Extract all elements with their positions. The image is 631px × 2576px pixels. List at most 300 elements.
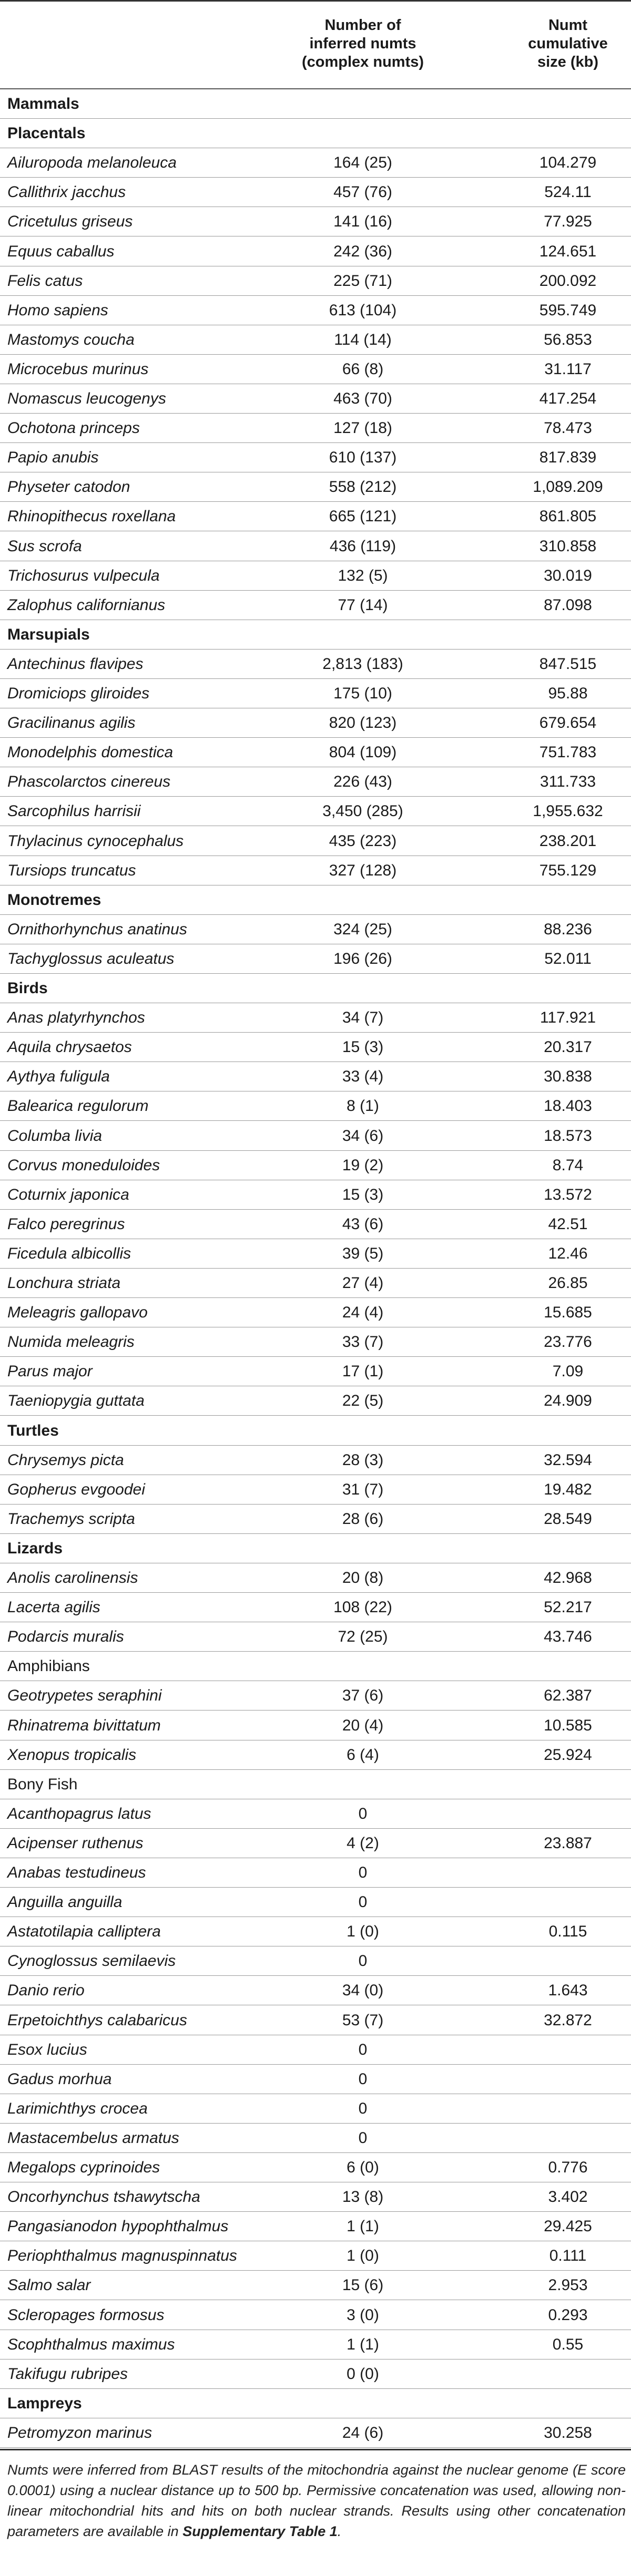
numt-count-cell: 0 — [358, 2070, 368, 2088]
numt-count-cell: 6 (4) — [347, 1746, 379, 1764]
numt-size-cell: 77.925 — [544, 213, 592, 231]
numt-count-cell: 558 (212) — [329, 478, 397, 496]
table-row — [0, 1888, 631, 1917]
table-row — [0, 1033, 631, 1062]
table-row — [0, 443, 631, 472]
numt-size-cell: 30.019 — [544, 566, 592, 584]
species-name: Larimichthys crocea — [7, 2099, 148, 2117]
table-row — [0, 2418, 631, 2448]
numt-size-cell — [515, 89, 620, 119]
numt-count-cell: 33 (4) — [342, 1068, 384, 1086]
numt-count-cell: 0 — [358, 1864, 368, 1882]
numt-count-cell — [294, 1416, 431, 1446]
numt-count-cell: 0 (0) — [347, 2365, 379, 2383]
numt-size-cell: 52.217 — [544, 1599, 592, 1616]
species-name: Monodelphis domestica — [7, 744, 174, 761]
species-name: Taeniopygia guttata — [7, 1392, 145, 1410]
numt-count-cell: 2,813 (183) — [322, 655, 403, 673]
table-row — [0, 2065, 631, 2094]
numt-size-cell: 42.51 — [548, 1215, 588, 1233]
numt-count-cell: 0 — [358, 2129, 368, 2147]
numt-count-cell: 28 (3) — [342, 1451, 384, 1469]
numt-size-cell: 595.749 — [539, 301, 597, 319]
group-label: Monotremes — [7, 891, 101, 909]
table-row — [0, 1298, 631, 1327]
species-name: Cricetulus griseus — [7, 213, 133, 231]
numt-count-cell: 164 (25) — [333, 154, 392, 172]
numt-size-cell: 87.098 — [544, 596, 592, 614]
numt-count-cell: 13 (8) — [342, 2188, 384, 2206]
species-name: Rhinopithecus roxellana — [7, 508, 176, 525]
species-name: Rhinatrema bivittatum — [7, 1716, 161, 1734]
numt-count-cell: 34 (0) — [342, 1982, 384, 2000]
table-row — [0, 414, 631, 443]
numt-size-cell: 30.838 — [544, 1068, 592, 1086]
species-name: Trichosurus vulpecula — [7, 566, 160, 584]
numt-size-cell — [515, 2389, 620, 2418]
table-row — [0, 1740, 631, 1770]
numt-count-cell: 463 (70) — [333, 390, 392, 408]
numt-count-cell: 141 (16) — [333, 213, 392, 231]
species-name: Cynoglossus semilaevis — [7, 1952, 176, 1970]
table-row — [0, 355, 631, 384]
group-label: Mammals — [7, 95, 79, 113]
numt-count-cell — [294, 89, 431, 119]
numt-size-cell: 0.776 — [548, 2159, 588, 2177]
footnote-link[interactable]: Supplementary Table 1 — [182, 2523, 338, 2539]
species-name: Dromiciops gliroides — [7, 685, 150, 703]
footnote-end: . — [337, 2523, 342, 2539]
numt-size-cell — [515, 620, 620, 650]
numt-size-cell — [515, 1799, 620, 1829]
table-row — [0, 1386, 631, 1416]
numt-size-cell: 10.585 — [544, 1716, 592, 1734]
numt-size-cell: 18.403 — [544, 1097, 592, 1115]
numt-count-cell: 1 (1) — [347, 2335, 379, 2353]
group-label: Bony Fish — [7, 1775, 78, 1793]
species-name: Ailuropoda melanoleuca — [7, 154, 177, 172]
numt-count-cell: 132 (5) — [338, 566, 388, 584]
table-row — [0, 1210, 631, 1239]
numt-count-cell: 15 (6) — [342, 2276, 384, 2294]
species-name: Mastomys coucha — [7, 331, 135, 348]
species-name: Phascolarctos cinereus — [7, 773, 171, 791]
numt-count-cell: 33 (7) — [342, 1333, 384, 1351]
numt-size-cell: 0.111 — [549, 2247, 587, 2265]
species-name: Podarcis muralis — [7, 1628, 124, 1646]
species-name: Equus caballus — [7, 242, 115, 260]
species-name: Anabas testudineus — [7, 1864, 146, 1882]
table-row — [0, 1446, 631, 1475]
species-name: Geotrypetes seraphini — [7, 1687, 162, 1705]
header-numt-size: Numt cumulative size (kb) — [528, 17, 608, 70]
table-row — [0, 1269, 631, 1298]
table-row — [0, 1505, 631, 1534]
numt-count-cell: 3,450 (285) — [322, 802, 403, 820]
numt-count-cell: 4 (2) — [347, 1834, 379, 1852]
numt-size-cell: 3.402 — [548, 2188, 588, 2206]
numt-size-cell: 13.572 — [544, 1186, 592, 1203]
table-row — [0, 2330, 631, 2359]
table-row — [0, 2035, 631, 2065]
numt-count-cell: 196 (26) — [333, 950, 392, 967]
numt-count-cell: 20 (8) — [342, 1569, 384, 1587]
species-name: Anguilla anguilla — [7, 1893, 123, 1911]
numt-size-cell — [515, 1888, 620, 1917]
numt-size-cell — [515, 2035, 620, 2065]
table-row — [0, 1091, 631, 1121]
numt-count-cell: 435 (223) — [329, 832, 397, 850]
numt-count-cell: 34 (7) — [342, 1009, 384, 1027]
numt-count-cell: 22 (5) — [342, 1392, 384, 1410]
species-name: Anolis carolinensis — [7, 1569, 138, 1587]
numt-size-cell: 200.092 — [539, 272, 597, 290]
species-name: Falco peregrinus — [7, 1215, 125, 1233]
species-name: Tachyglossus aculeatus — [7, 950, 175, 967]
numt-count-cell: 17 (1) — [342, 1363, 384, 1380]
species-name: Gracilinanus agilis — [7, 714, 136, 732]
numt-count-cell — [294, 1534, 431, 1563]
row-divider — [0, 2447, 631, 2448]
section-row — [0, 1534, 631, 1563]
species-name: Homo sapiens — [7, 301, 108, 319]
species-name: Anas platyrhynchos — [7, 1009, 145, 1027]
table-row — [0, 1475, 631, 1505]
numt-size-cell — [515, 2359, 620, 2389]
numt-size-cell: 28.549 — [544, 1510, 592, 1528]
species-name: Corvus moneduloides — [7, 1156, 160, 1174]
table-row — [0, 2241, 631, 2271]
table-row — [0, 472, 631, 502]
numt-size-cell: 755.129 — [539, 861, 597, 879]
table-row — [0, 1799, 631, 1829]
section-row — [0, 1652, 631, 1681]
numt-size-cell: 30.258 — [544, 2424, 592, 2441]
numt-size-cell: 78.473 — [544, 419, 592, 437]
numt-count-cell: 1 (0) — [347, 2247, 379, 2265]
table-row — [0, 1003, 631, 1033]
numt-size-cell: 26.85 — [548, 1274, 588, 1292]
numt-size-cell: 0.293 — [548, 2306, 588, 2324]
numt-count-cell: 820 (123) — [329, 714, 397, 732]
group-label: Placentals — [7, 125, 86, 142]
species-name: Aquila chrysaetos — [7, 1038, 132, 1056]
species-name: Balearica regulorum — [7, 1097, 149, 1115]
table-row — [0, 2182, 631, 2212]
species-name: Megalops cyprinoides — [7, 2159, 160, 2177]
species-name: Ochotona princeps — [7, 419, 140, 437]
table-row — [0, 650, 631, 679]
numt-count-cell: 324 (25) — [333, 920, 392, 938]
table-row — [0, 797, 631, 826]
table-row — [0, 178, 631, 207]
numt-count-cell: 37 (6) — [342, 1687, 384, 1705]
section-row — [0, 1770, 631, 1799]
group-label: Marsupials — [7, 625, 90, 643]
numt-count-cell: 72 (25) — [338, 1628, 388, 1646]
numt-count-cell — [294, 885, 431, 915]
table-row — [0, 679, 631, 708]
species-name: Esox lucius — [7, 2041, 87, 2058]
table-row — [0, 148, 631, 178]
numt-size-cell: 104.279 — [539, 154, 597, 172]
species-name: Pangasianodon hypophthalmus — [7, 2218, 229, 2235]
numt-count-cell: 226 (43) — [333, 773, 392, 791]
numt-count-cell: 39 (5) — [342, 1244, 384, 1262]
numt-size-cell: 524.11 — [544, 183, 592, 201]
table-row — [0, 1711, 631, 1740]
numt-size-cell: 18.573 — [544, 1127, 592, 1145]
numt-size-cell: 32.872 — [544, 2011, 592, 2029]
numt-count-cell: 127 (18) — [333, 419, 392, 437]
numt-size-cell: 117.921 — [540, 1009, 596, 1027]
species-name: Zalophus californianus — [7, 596, 166, 614]
numt-count-cell: 20 (4) — [342, 1716, 384, 1734]
numt-count-cell — [294, 1770, 431, 1799]
species-name: Gadus morhua — [7, 2070, 112, 2088]
species-name: Mastacembelus armatus — [7, 2129, 179, 2147]
numt-count-cell — [294, 2389, 431, 2418]
species-name: Numida meleagris — [7, 1333, 135, 1351]
numt-count-cell: 108 (22) — [333, 1599, 392, 1616]
numt-size-cell: 88.236 — [544, 920, 592, 938]
table-row — [0, 207, 631, 236]
numt-count-cell — [294, 119, 431, 148]
numt-count-cell: 19 (2) — [342, 1156, 384, 1174]
table-row — [0, 2124, 631, 2153]
numt-size-cell: 31.117 — [544, 360, 592, 378]
species-name: Danio rerio — [7, 1982, 85, 2000]
species-name: Lacerta agilis — [7, 1599, 100, 1616]
numt-size-cell: 679.654 — [539, 714, 597, 732]
species-name: Acipenser ruthenus — [7, 1834, 144, 1852]
table-row — [0, 1121, 631, 1151]
table-row — [0, 827, 631, 856]
table-row — [0, 944, 631, 974]
numt-size-cell: 43.746 — [544, 1628, 592, 1646]
section-row — [0, 620, 631, 650]
numt-count-cell: 613 (104) — [329, 301, 397, 319]
table-row — [0, 1180, 631, 1210]
table-row — [0, 738, 631, 767]
table-row — [0, 2153, 631, 2182]
numt-count-cell: 8 (1) — [347, 1097, 379, 1115]
table-row — [0, 237, 631, 266]
numt-count-cell: 114 (14) — [334, 331, 392, 348]
table-row — [0, 1622, 631, 1652]
species-name: Aythya fuligula — [7, 1068, 110, 1086]
numt-size-cell — [515, 1534, 620, 1563]
species-name: Columba livia — [7, 1127, 103, 1145]
numt-size-cell: 2.953 — [548, 2276, 588, 2294]
numt-size-cell: 23.776 — [544, 1333, 592, 1351]
numt-size-cell — [515, 2124, 620, 2153]
section-row — [0, 1416, 631, 1446]
numt-size-cell: 56.853 — [544, 331, 592, 348]
numt-size-cell: 1,955.632 — [533, 802, 603, 820]
table-row — [0, 1917, 631, 1946]
numt-size-cell — [515, 119, 620, 148]
table-row — [0, 2301, 631, 2330]
species-name: Tursiops truncatus — [7, 861, 136, 879]
numt-count-cell — [294, 620, 431, 650]
species-name: Erpetoichthys calabaricus — [7, 2011, 187, 2029]
table-row — [0, 856, 631, 885]
numt-count-cell: 43 (6) — [342, 1215, 384, 1233]
numt-count-cell: 0 — [358, 2099, 368, 2117]
numt-size-cell — [515, 1858, 620, 1888]
species-name: Ficedula albicollis — [7, 1244, 131, 1262]
table-row — [0, 591, 631, 620]
group-label: Lizards — [7, 1539, 63, 1557]
numt-size-cell — [515, 2065, 620, 2094]
group-label: Turtles — [7, 1421, 59, 1439]
table-row — [0, 915, 631, 944]
numt-size-cell: 24.909 — [544, 1392, 592, 1410]
numt-size-cell: 95.88 — [548, 685, 588, 703]
species-name: Scleropages formosus — [7, 2306, 165, 2324]
species-name: Salmo salar — [7, 2276, 91, 2294]
group-label: Amphibians — [7, 1657, 90, 1675]
numt-count-cell: 3 (0) — [347, 2306, 379, 2324]
section-row — [0, 2389, 631, 2418]
numt-size-cell: 7.09 — [552, 1363, 584, 1380]
table-row — [0, 1239, 631, 1269]
section-row — [0, 885, 631, 915]
numt-size-cell: 25.924 — [544, 1746, 592, 1764]
numt-size-cell: 751.783 — [539, 744, 597, 761]
numt-count-cell: 34 (6) — [342, 1127, 384, 1145]
numt-size-cell: 238.201 — [539, 832, 597, 850]
table-row — [0, 2359, 631, 2389]
table-row — [0, 2212, 631, 2241]
numt-size-cell — [515, 1770, 620, 1799]
species-name: Oncorhynchus tshawytscha — [7, 2188, 200, 2206]
table-row — [0, 1858, 631, 1888]
species-name: Thylacinus cynocephalus — [7, 832, 184, 850]
table-row — [0, 1946, 631, 1976]
species-name: Xenopus tropicalis — [7, 1746, 137, 1764]
species-name: Trachemys scripta — [7, 1510, 135, 1528]
numt-size-cell — [515, 1946, 620, 1976]
numt-count-cell: 77 (14) — [338, 596, 388, 614]
section-row — [0, 89, 631, 119]
species-name: Microcebus murinus — [7, 360, 149, 378]
numt-size-cell — [515, 974, 620, 1003]
numt-size-cell — [515, 1416, 620, 1446]
numt-count-cell — [294, 974, 431, 1003]
species-name: Sarcophilus harrisii — [7, 802, 141, 820]
species-name: Antechinus flavipes — [7, 655, 144, 673]
table-row — [0, 1563, 631, 1593]
numt-count-cell: 6 (0) — [347, 2159, 379, 2177]
numt-size-cell: 1.643 — [548, 1982, 588, 2000]
numt-count-cell: 27 (4) — [342, 1274, 384, 1292]
table-row — [0, 1151, 631, 1180]
numt-size-cell: 23.887 — [544, 1834, 592, 1852]
species-name: Periophthalmus magnuspinnatus — [7, 2247, 237, 2265]
numt-size-cell: 311.733 — [540, 773, 596, 791]
species-name: Lonchura striata — [7, 1274, 121, 1292]
table-row — [0, 2271, 631, 2300]
table-row — [0, 767, 631, 797]
species-name: Callithrix jacchus — [7, 183, 126, 201]
numt-size-cell: 1,089.209 — [533, 478, 603, 496]
numt-size-cell: 0.115 — [548, 1923, 587, 1941]
section-row — [0, 119, 631, 148]
species-name: Gopherus evgoodei — [7, 1480, 145, 1498]
numt-size-cell: 12.46 — [548, 1244, 588, 1262]
numt-size-cell: 62.387 — [544, 1687, 592, 1705]
numt-count-cell: 15 (3) — [342, 1186, 384, 1203]
numt-count-cell: 804 (109) — [329, 744, 397, 761]
numt-count-cell: 327 (128) — [329, 861, 397, 879]
numt-size-cell: 310.858 — [539, 537, 597, 555]
table-row — [0, 1327, 631, 1357]
numt-count-cell: 175 (10) — [333, 685, 392, 703]
table-row — [0, 1681, 631, 1711]
numt-size-cell — [515, 1652, 620, 1681]
species-name: Petromyzon marinus — [7, 2424, 152, 2441]
table-row — [0, 1976, 631, 2005]
species-name: Physeter catodon — [7, 478, 130, 496]
numt-count-cell: 225 (71) — [333, 272, 392, 290]
numt-count-cell: 24 (6) — [342, 2424, 384, 2441]
species-name: Papio anubis — [7, 449, 99, 467]
group-label: Lampreys — [7, 2394, 82, 2412]
numt-size-cell: 817.839 — [539, 449, 597, 467]
numt-count-cell: 242 (36) — [333, 242, 392, 260]
numt-count-cell: 1 (0) — [347, 1923, 379, 1941]
table-row — [0, 2094, 631, 2124]
species-name: Parus major — [7, 1363, 93, 1380]
group-label: Birds — [7, 980, 48, 997]
table-row — [0, 1593, 631, 1622]
species-name: Nomascus leucogenys — [7, 390, 166, 408]
species-name: Ornithorhynchus anatinus — [7, 920, 187, 938]
numt-count-cell — [294, 1652, 431, 1681]
table-row — [0, 266, 631, 296]
table-row — [0, 384, 631, 414]
numt-size-cell: 19.482 — [544, 1480, 592, 1498]
species-name: Chrysemys picta — [7, 1451, 124, 1469]
table-row — [0, 1062, 631, 1091]
numt-count-cell: 15 (3) — [342, 1038, 384, 1056]
section-row — [0, 974, 631, 1003]
numt-count-cell: 31 (7) — [342, 1480, 384, 1498]
numt-size-cell: 29.425 — [544, 2218, 592, 2235]
numt-size-cell — [515, 885, 620, 915]
numt-count-cell: 24 (4) — [342, 1304, 384, 1322]
table-row — [0, 561, 631, 591]
numt-count-cell: 28 (6) — [342, 1510, 384, 1528]
numt-size-cell: 15.685 — [544, 1304, 592, 1322]
footnote-text: Numts were inferred from BLAST results of the mitochondria against the nuclear genome (E score 0.0001) using a nuclear distance up to 500 bp. Permissive concatenation was used, allowing non-linear mitochondrial hits and hits on both nuclear strands. Results using other concatenation parameters are available in — [7, 2462, 626, 2539]
numt-size-cell: 124.651 — [539, 242, 597, 260]
numt-size-cell: 417.254 — [539, 390, 597, 408]
numt-count-cell: 0 — [358, 1805, 368, 1822]
species-name: Astatotilapia calliptera — [7, 1923, 161, 1941]
species-name: Felis catus — [7, 272, 83, 290]
table-footnote — [0, 2449, 631, 2542]
numt-count-cell: 0 — [358, 2041, 368, 2058]
numt-count-cell: 66 (8) — [342, 360, 384, 378]
species-name: Acanthopagrus latus — [7, 1805, 151, 1822]
numt-count-cell: 436 (119) — [329, 537, 396, 555]
species-name: Scophthalmus maximus — [7, 2335, 175, 2353]
numt-count-cell: 1 (1) — [347, 2218, 379, 2235]
table-row — [0, 2006, 631, 2035]
